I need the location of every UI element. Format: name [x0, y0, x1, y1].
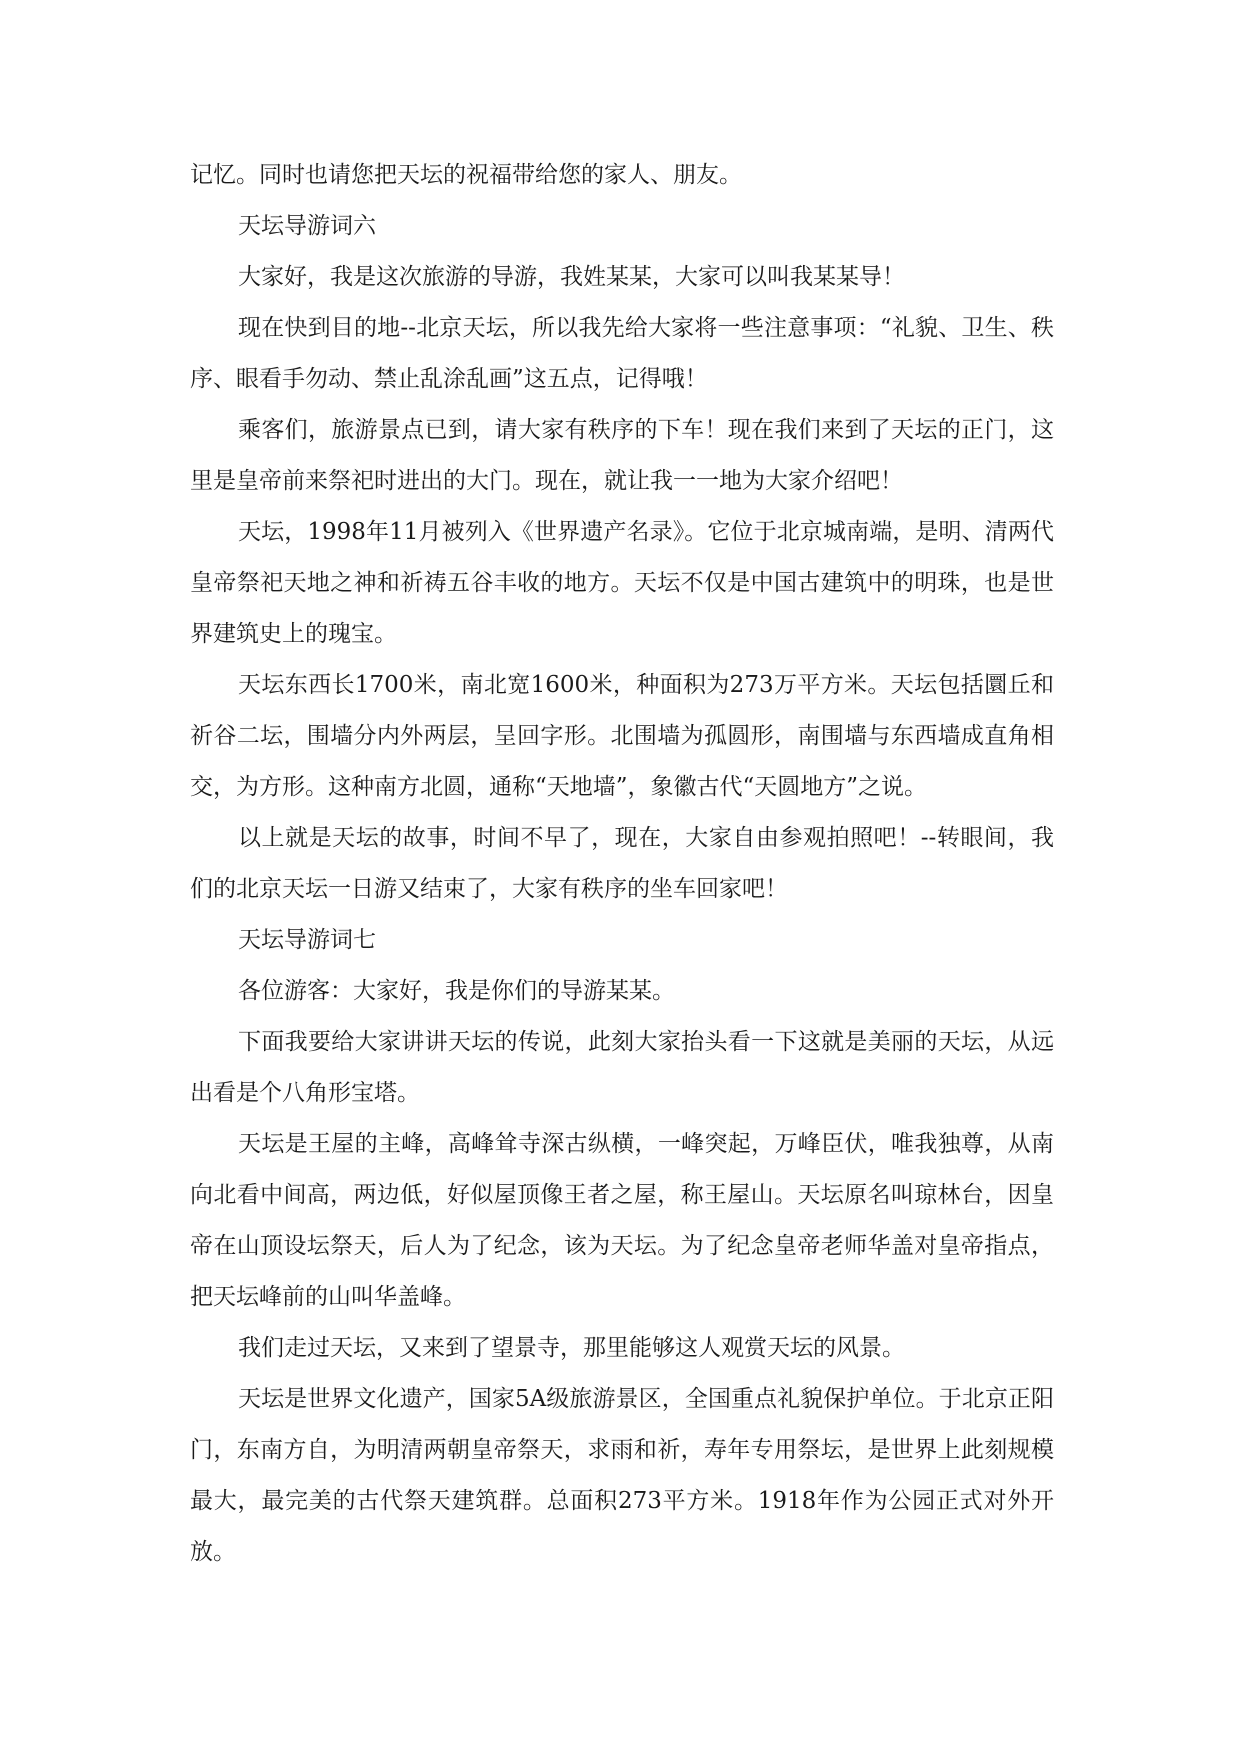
- paragraph: 下面我要给大家讲讲天坛的传说，此刻大家抬头看一下这就是美丽的天坛，从远出看是个八角形宝塔。: [190, 1029, 1054, 1106]
- paragraph: 各位游客：大家好，我是你们的导游某某。: [238, 978, 675, 1004]
- paragraph: 大家好，我是这次旅游的导游，我姓某某，大家可以叫我某某导！: [238, 264, 905, 290]
- section-heading-six: 天坛导游词六: [238, 213, 376, 239]
- paragraph: 天坛，1998年11月被列入《世界遗产名录》。它位于北京城南端，是明、清两代皇帝祭祀天地之神和祈祷五谷丰收的地方。天坛不仅是中国古建筑中的明珠，也是世界建筑史上的瑰宝。: [190, 519, 1054, 647]
- paragraph: 现在快到目的地--北京天坛，所以我先给大家将一些注意事项：“礼貌、卫生、秩序、眼看手勿动、禁止乱涂乱画”这五点，记得哦！: [190, 315, 1054, 392]
- paragraph: 天坛东西长1700米，南北宽1600米，种面积为273万平方米。天坛包括圜丘和祈谷二坛，围墙分内外两层，呈回字形。北围墙为孤圆形，南围墙与东西墙成直角相交，为方形。这种南方北圆，通称“天地墙”，象徽古代“天圆地方”之说。: [190, 672, 1054, 800]
- paragraph: 以上就是天坛的故事，时间不早了，现在，大家自由参观拍照吧！--转眼间，我们的北京天坛一日游又结束了，大家有秩序的坐车回家吧！: [190, 825, 1054, 902]
- paragraph: 天坛是世界文化遗产，国家5A级旅游景区，全国重点礼貌保护单位。于北京正阳门，东南方自，为明清两朝皇帝祭天，求雨和祈，寿年专用祭坛，是世界上此刻规模最大，最完美的古代祭天建筑群。总面积273平方米。1918年作为公园正式对外开放。: [190, 1386, 1054, 1565]
- paragraph: 我们走过天坛，又来到了望景寺，那里能够这人观赏天坛的风景。: [238, 1335, 905, 1361]
- paragraph: 乘客们，旅游景点已到，请大家有秩序的下车！现在我们来到了天坛的正门，这里是皇帝前来祭祀时进出的大门。现在，就让我一一地为大家介绍吧！: [190, 417, 1054, 494]
- section-heading-seven: 天坛导游词七: [238, 927, 376, 953]
- document-body: [190, 150, 1054, 1578]
- paragraph: 天坛是王屋的主峰，高峰耸寺深古纵横，一峰突起，万峰臣伏，唯我独尊，从南向北看中间高，两边低，好似屋顶像王者之屋，称王屋山。天坛原名叫琼林台，因皇帝在山顶设坛祭天，后人为了纪念，该为天坛。为了纪念皇帝老师华盖对皇帝指点，把天坛峰前的山叫华盖峰。: [190, 1131, 1054, 1310]
- paragraph-continuation: 记忆。同时也请您把天坛的祝福带给您的家人、朋友。: [190, 162, 742, 188]
